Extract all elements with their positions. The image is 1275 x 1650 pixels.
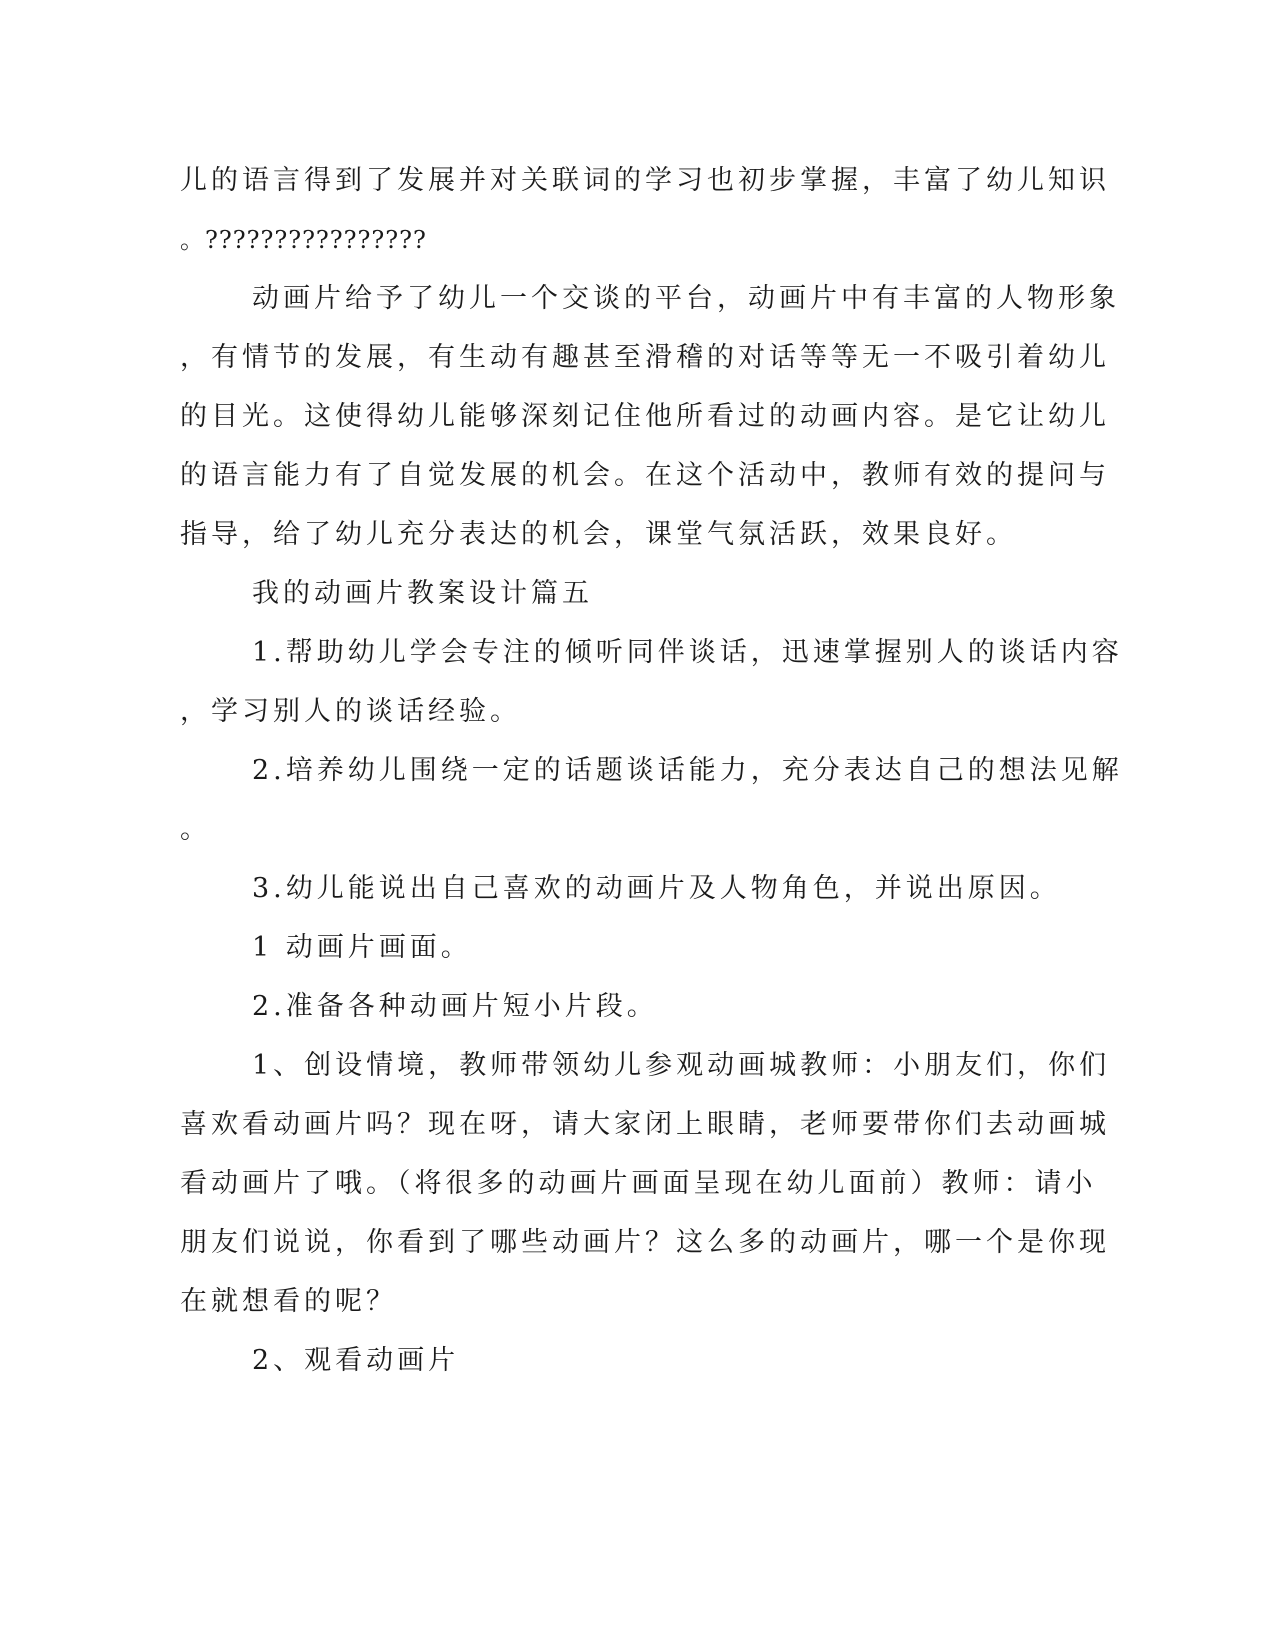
text-line-3: 动画片给予了幼儿一个交谈的平台，动画片中有丰富的人物形象 bbox=[252, 283, 1120, 314]
text-line-14: 1 动画片画面。 bbox=[252, 932, 472, 963]
text-line-1: 儿的语言得到了发展并对关联词的学习也初步掌握，丰富了幼儿知识 bbox=[180, 165, 1110, 196]
text-line-6: 的语言能力有了自觉发展的机会。在这个活动中，教师有效的提问与 bbox=[180, 460, 1110, 491]
text-line-17: 喜欢看动画片吗？现在呀，请大家闭上眼睛，老师要带你们去动画城 bbox=[180, 1109, 1110, 1140]
text-line-2: 。???????????????? bbox=[180, 226, 427, 254]
text-line-12: 。 bbox=[180, 814, 211, 845]
text-line-15: 2.准备各种动画片短小片段。 bbox=[252, 991, 658, 1022]
text-line-10: ，学习别人的谈话经验。 bbox=[180, 696, 521, 727]
text-line-11: 2.培养幼儿围绕一定的话题谈话能力，充分表达自己的想法见解 bbox=[252, 755, 1123, 786]
text-line-20: 在就想看的呢？ bbox=[180, 1286, 397, 1317]
text-line-19: 朋友们说说，你看到了哪些动画片？这么多的动画片，哪一个是你现 bbox=[180, 1227, 1110, 1258]
text-line-9: 1.帮助幼儿学会专注的倾听同伴谈话，迅速掌握别人的谈话内容 bbox=[252, 637, 1123, 668]
text-line-5: 的目光。这使得幼儿能够深刻记住他所看过的动画内容。是它让幼儿 bbox=[180, 401, 1110, 432]
text-line-21: 2、观看动画片 bbox=[252, 1345, 460, 1376]
section-heading: 我的动画片教案设计篇五 bbox=[252, 578, 593, 609]
text-line-16: 1、创设情境，教师带领幼儿参观动画城教师：小朋友们，你们 bbox=[252, 1050, 1111, 1081]
text-line-13: 3.幼儿能说出自己喜欢的动画片及人物角色，并说出原因。 bbox=[252, 873, 1061, 904]
text-line-4: ，有情节的发展，有生动有趣甚至滑稽的对话等等无一不吸引着幼儿 bbox=[180, 342, 1110, 373]
text-line-18: 看动画片了哦。（将很多的动画片画面呈现在幼儿面前）教师：请小 bbox=[180, 1168, 1097, 1199]
text-line-7: 指导，给了幼儿充分表达的机会，课堂气氛活跃，效果良好。 bbox=[180, 519, 1017, 550]
